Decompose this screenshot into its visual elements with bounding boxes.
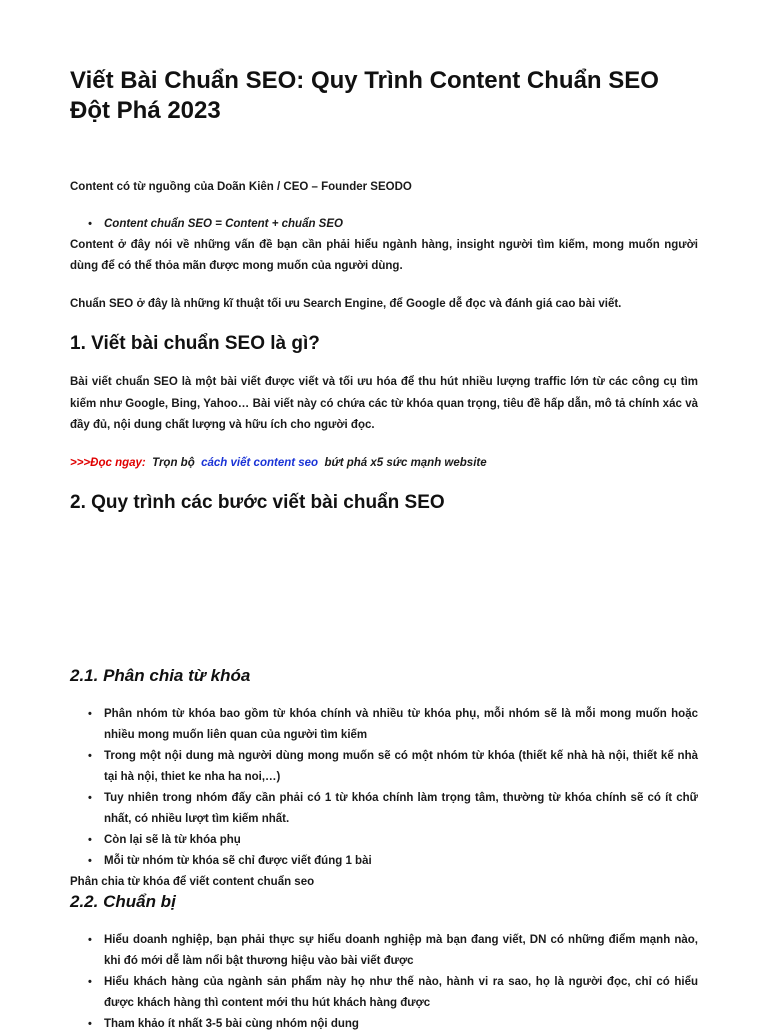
read-more-link[interactable]: cách viết content seo	[201, 457, 319, 469]
list-item	[70, 1014, 698, 1035]
section-2-1-heading: 2.1. Phân chia từ khóa	[70, 666, 251, 685]
section-1-paragraph: Bài viết chuẩn SEO là một bài viết được viết và tối ưu hóa để thu hút nhiều lượng traffic lớn từ các công cụ tìm kiếm như Google, Bing, Yahoo… Bài viết này có chứa các từ khóa quan trọng, tiêu đề hấp dẫn, mô tả chính xác và đầy đủ, nội dung chất lượng và hữu ích cho người đọc.	[70, 376, 698, 431]
section-2-2-list	[70, 930, 698, 1035]
list-item-text: Phân nhóm từ khóa bao gồm từ khóa chính và nhiều từ khóa phụ, mỗi nhóm sẽ là mỗi mong muốn hoặc nhiều mong muốn liên quan của người tìm kiếm	[104, 708, 698, 741]
list-item	[70, 830, 698, 851]
read-more-line	[70, 453, 698, 474]
bullet-icon: •	[88, 750, 92, 762]
list-item-text: Còn lại sẽ là từ khóa phụ	[104, 834, 241, 846]
section-2-heading: 2. Quy trình các bước viết bài chuẩn SEO	[70, 492, 445, 513]
list-item	[70, 746, 698, 788]
section-1-heading: 1. Viết bài chuẩn SEO là gì?	[70, 333, 320, 354]
intro-paragraph-1: Content ở đây nói về những vấn đề bạn cần phải hiểu ngành hàng, insight người tìm kiếm, mong muốn người dùng để có thể thỏa mãn được mong muốn của người dùng.	[70, 239, 698, 272]
bullet-icon: •	[88, 792, 92, 804]
bullet-icon: •	[88, 855, 92, 867]
read-more-suffix: bứt phá x5 sức mạnh website	[324, 457, 487, 469]
author-line: Content có từ nguồng của Doãn Kiên / CEO – Founder SEODO	[70, 181, 412, 193]
bullet-icon: •	[88, 934, 92, 946]
list-item	[70, 930, 698, 972]
bullet-icon: •	[88, 708, 92, 720]
list-item	[70, 851, 698, 872]
section-2-2-heading: 2.2. Chuẩn bị	[70, 892, 176, 911]
intro-bullet-list	[70, 214, 698, 235]
list-item	[70, 214, 698, 235]
list-item	[70, 704, 698, 746]
image-caption: Phân chia từ khóa để viết content chuẩn seo	[70, 876, 315, 888]
intro-paragraph-2: Chuẩn SEO ở đây là những kĩ thuật tối ưu Search Engine, để Google dễ đọc và đánh giá cao bài viết.	[70, 298, 622, 310]
bullet-icon: •	[88, 976, 92, 988]
bullet-icon: •	[88, 218, 92, 230]
list-item-text: Tham khảo ít nhất 3-5 bài cùng nhóm nội dung	[104, 1018, 359, 1030]
bullet-icon: •	[88, 1018, 92, 1030]
list-item-text: Trong một nội dung mà người dùng mong muốn sẽ có một nhóm từ khóa (thiết kế nhà hà nội, thiết kế nhà tại hà nội, thiet ke nha ha noi,…)	[104, 750, 698, 783]
list-item-text: Hiểu khách hàng của ngành sản phẩm này họ như thế nào, hành vi ra sao, họ là người đọc, chỉ có hiểu được khách hàng thì content mới thu hút khách hàng được	[104, 976, 698, 1009]
list-item-text: Tuy nhiên trong nhóm đấy cần phải có 1 từ khóa chính làm trọng tâm, thường từ khóa chính sẽ có ít chữ nhất, có nhiều lượt tìm kiếm nhất.	[104, 792, 698, 825]
read-more-prefix: >>>Đọc ngay:	[70, 457, 146, 469]
section-2-1-list	[70, 704, 698, 872]
list-item	[70, 788, 698, 830]
read-more-middle: Trọn bộ	[152, 457, 195, 469]
bullet-icon: •	[88, 834, 92, 846]
page-title: Viết Bài Chuẩn SEO: Quy Trình Content Chuẩn SEO Đột Phá 2023	[70, 67, 659, 124]
list-item	[70, 972, 698, 1014]
intro-bullet-text: Content chuẩn SEO = Content + chuẩn SEO	[104, 218, 343, 230]
list-item-text: Hiểu doanh nghiệp, bạn phải thực sự hiểu doanh nghiệp mà bạn đang viết, DN có những điểm mạnh nào, khi đó mới dễ làm nổi bật thương hiệu vào bài viết được	[104, 934, 698, 967]
list-item-text: Mỗi từ nhóm từ khóa sẽ chỉ được viết đúng 1 bài	[104, 855, 372, 867]
